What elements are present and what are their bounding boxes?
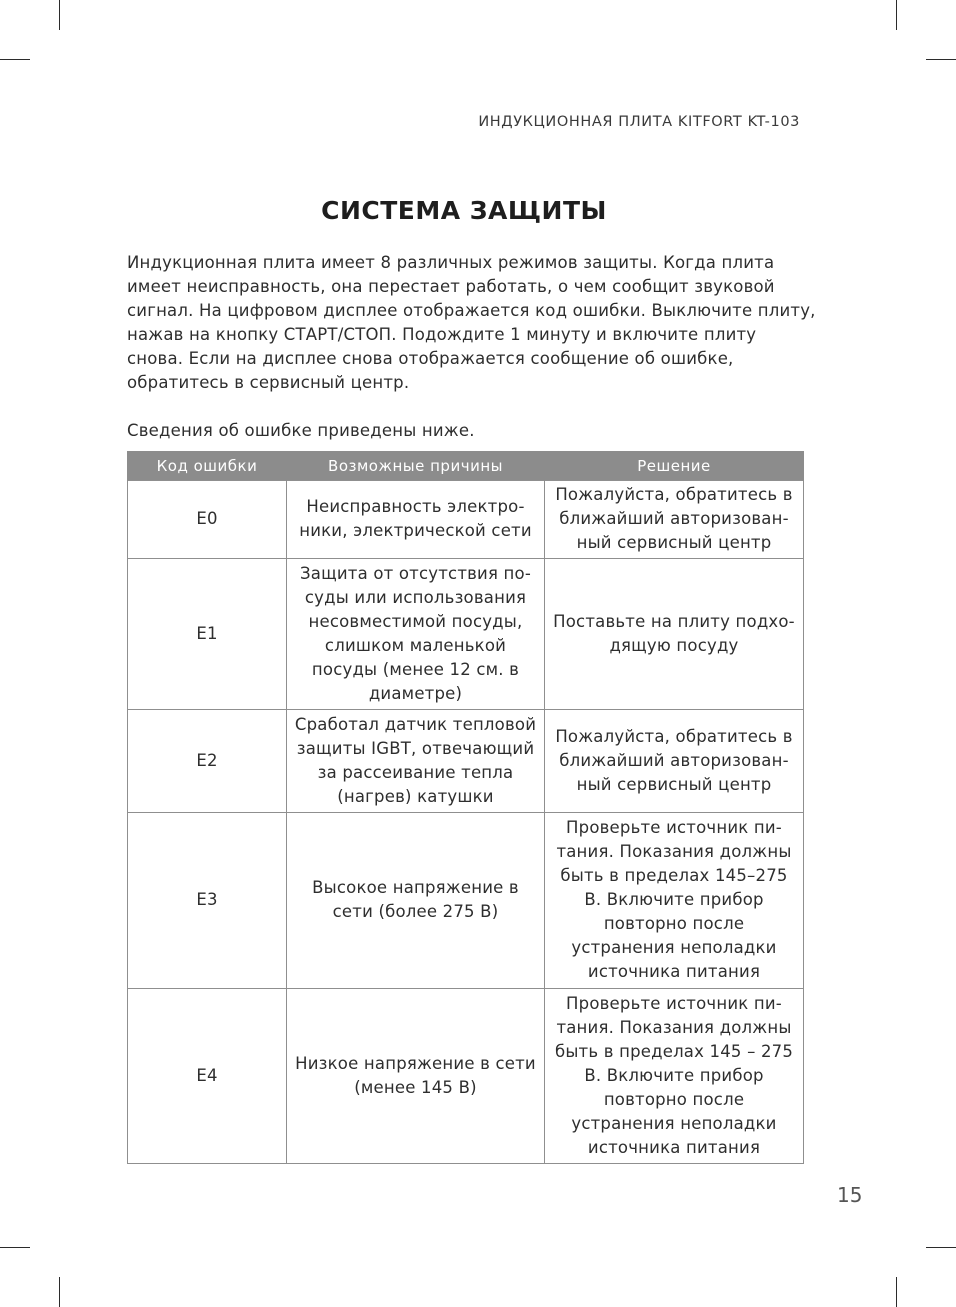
error-code-cell: E1: [128, 559, 287, 710]
crop-mark: [926, 1247, 956, 1248]
crop-mark: [0, 1247, 30, 1248]
table-row: [128, 989, 804, 1164]
page-number: 15: [837, 1183, 863, 1207]
cause-cell: Низкое напряжение в сети (менее 145 В): [287, 989, 545, 1164]
cause-cell: Высокое напряжение в сети (более 275 В): [287, 813, 545, 989]
table-row: [128, 559, 804, 710]
crop-mark: [59, 1277, 60, 1307]
solution-cell: Пожалуйста, обратитесь в ближайший авторизован-ный сервисный центр: [545, 481, 804, 559]
header-solution: Решение: [545, 451, 804, 481]
error-code-cell: E4: [128, 989, 287, 1164]
header-error-code: Код ошибки: [128, 451, 287, 481]
table-lead-text: Сведения об ошибке приведены ниже.: [127, 421, 475, 440]
error-codes-table: [127, 451, 804, 1164]
table-row: [128, 481, 804, 559]
table-row: [128, 813, 804, 989]
crop-mark: [0, 59, 30, 60]
section-title: СИСТЕМА ЗАЩИТЫ: [321, 196, 607, 225]
cause-cell: Неисправность электро-ники, электрической сети: [287, 481, 545, 559]
table-row: [128, 710, 804, 813]
crop-mark: [926, 59, 956, 60]
crop-mark: [896, 0, 897, 30]
running-header: ИНДУКЦИОННАЯ ПЛИТА KITFORT KT-103: [478, 114, 800, 130]
cause-cell: Защита от отсутствия по-суды или использования несовместимой посуды, слишком маленькой посуды (менее 12 см. в диаметре): [287, 559, 545, 710]
solution-cell: Поставьте на плиту подхо-дящую посуду: [545, 559, 804, 710]
error-code-cell: E2: [128, 710, 287, 813]
solution-cell: Проверьте источник пи-тания. Показания должны быть в пределах 145–275 В. Включите прибор повторно после устранения неполадки источника питания: [545, 813, 804, 989]
solution-cell: Проверьте источник пи-тания. Показания должны быть в пределах 145 – 275 В. Включите прибор повторно после устранения неполадки источника питания: [545, 989, 804, 1164]
header-possible-causes: Возможные причины: [287, 451, 545, 481]
crop-mark: [896, 1277, 897, 1307]
table-header-row: [128, 451, 804, 481]
solution-cell: Пожалуйста, обратитесь в ближайший авторизован-ный сервисный центр: [545, 710, 804, 813]
crop-mark: [59, 0, 60, 30]
cause-cell: Сработал датчик тепловой защиты IGBT, отвечающий за рассеивание тепла (нагрев) катушки: [287, 710, 545, 813]
error-code-cell: E0: [128, 481, 287, 559]
error-code-cell: E3: [128, 813, 287, 989]
intro-paragraph: Индукционная плита имеет 8 различных режимов защиты. Когда плита имеет неисправность, она перестает работать, о чем сообщит звуковой сигнал. На цифровом дисплее отображается код ошибки. Выключите плиту, нажав на кнопку СТАРТ/СТОП. Подождите 1 минуту и включите плиту снова. Если на дисплее снова отображается сообщение об ошибке, обратитесь в сервисный центр.: [127, 253, 816, 392]
